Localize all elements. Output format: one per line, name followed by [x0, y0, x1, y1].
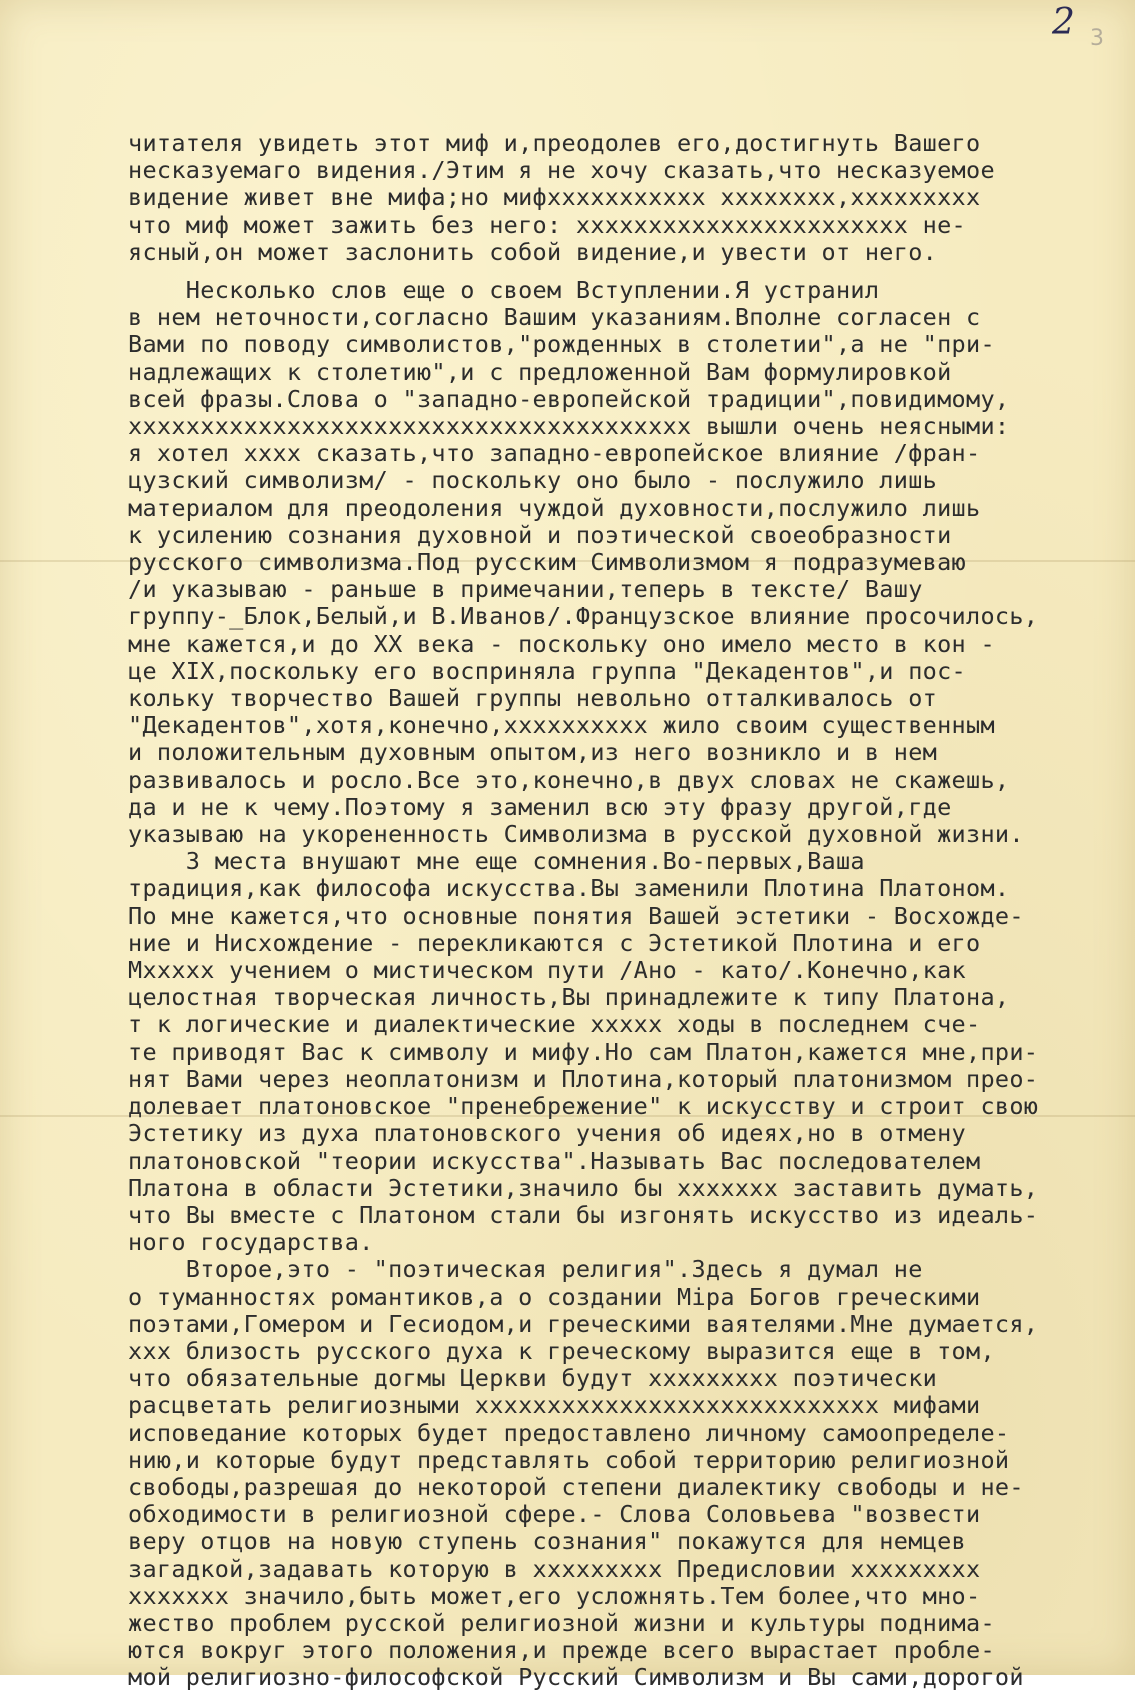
text-line: ясный,он может заслонить собой видение,и увести от него.: [128, 237, 938, 266]
text-line: о туманностях романтиков,а о создании Міра Богов греческими: [128, 1282, 981, 1311]
text-line: что миф может зажить без него: xxxxxxxxxxxxxxxxxxxxxxx не-: [128, 210, 966, 239]
text-line: По мне кажется,что основные понятия Вашей эстетики - Восхожде-: [128, 901, 1024, 930]
text-line: в нем неточности,согласно Вашим указаниям.Вполне согласен с: [128, 303, 981, 332]
text-line: да и не к чему.Поэтому я заменил всю эту фразу другой,где: [128, 792, 952, 821]
text-line: развивалось и росло.Все это,конечно,в двух словах не скажешь,: [128, 765, 1010, 794]
text-line: те приводят Вас к символу и мифу.Но сам Платон,кажется мне,при-: [128, 1037, 1039, 1066]
text-line: долевает платоновское "пренебрежение" к искусству и строит свою: [128, 1092, 1039, 1121]
text-line: материалом для преодоления чуждой духовности,послужило лишь: [128, 493, 981, 522]
text-line: свободы,разрешая до некоторой степени диалектику свободы и не-: [128, 1472, 1024, 1501]
text-line: целостная творческая личность,Вы принадлежите к типу Платона,: [128, 983, 1010, 1012]
opening-paragraph: [128, 130, 1078, 266]
text-line: /и указываю - раньше в примечании,теперь в тексте/ Вашу: [128, 575, 923, 604]
text-line: Вами по поводу символистов,"рожденных в столетии",а не "при-: [128, 330, 995, 359]
text-line: xxxxxxxxxxxxxxxxxxxxxxxxxxxxxxxxxxxxxxx вышли очень неясными:: [128, 412, 1010, 441]
text-line: русского символизма.Под русским Символизмом я подразумеваю: [128, 548, 966, 577]
text-line: обходимости в религиозной сфере.- Слова Соловьева "возвести: [128, 1500, 981, 1529]
text-line: веру отцов на новую ступень сознания" покажутся для немцев: [128, 1527, 966, 1556]
text-line: жество проблем русской религиозной жизни и культуры поднима-: [128, 1608, 995, 1637]
text-line: ются вокруг этого положения,и прежде всего вырастает пробле-: [128, 1636, 995, 1665]
text-line: к усилению сознания духовной и поэтической своеобразности: [128, 520, 952, 549]
text-line: Платона в области Эстетики,значило бы xxxxxxx заставить думать,: [128, 1173, 1039, 1202]
text-line: кольку творчество Вашей группы невольно отталкивалось от: [128, 684, 938, 713]
text-line: читателя увидеть этот миф и,преодолев его,достигнуть Вашего: [128, 129, 981, 157]
text-line: что обязательные догмы Церкви будут xxxxxxxxx поэтически: [128, 1364, 938, 1393]
text-line: поэтами,Гомером и Гесиодом,и греческими ваятелями.Мне думается,: [128, 1309, 1039, 1338]
text-line: нят Вами через неоплатонизм и Плотина,который платонизмом прео-: [128, 1064, 1039, 1093]
text-line: це XIX,поскольку его восприняла группа "Декадентов",и пос-: [128, 656, 966, 685]
text-line: Эстетику из духа платоновского учения об идеях,но в отмену: [128, 1119, 966, 1148]
text-line: Второе,это - "поэтическая религия".Здесь я думал не: [128, 1255, 923, 1284]
text-line: традиция,как философа искусства.Вы заменили Плотина Платоном.: [128, 874, 1010, 903]
text-line: т к логические и диалектические xxxxx ходы в последнем сче-: [128, 1010, 981, 1039]
pencil-page-number: 3: [1090, 26, 1104, 51]
text-line: платоновской "теории искусства".Называть Вас последователем: [128, 1146, 981, 1175]
text-line: что Вы вместе с Платоном стали бы изгонять искусство из идеаль-: [128, 1200, 1039, 1229]
letter-body: [128, 277, 1078, 1692]
text-line: расцветать религиозными xxxxxxxxxxxxxxxxxxxxxxxxxxxx мифами: [128, 1391, 981, 1420]
text-line: мне кажется,и до XX века - поскольку оно имело место в кон -: [128, 629, 995, 658]
text-line: цузский символизм/ - поскольку оно было - послужило лишь: [128, 466, 938, 495]
text-line: указываю на укорененность Символизма в русской духовной жизни.: [128, 820, 1024, 849]
text-line: группу-_Блок,Белый,и В.Иванов/.Французское влияние просочилось,: [128, 602, 1039, 631]
text-line: xxxxxxx значило,быть может,его усложнять.Тем более,что мно-: [128, 1581, 981, 1610]
text-line: Мxxxxx учением о мистическом пути /Ано - като/.Конечно,как: [128, 956, 966, 985]
text-line: исповедание которых будет предоставлено личному самоопределе-: [128, 1418, 1010, 1447]
text-line: "Декадентов",хотя,конечно,xxxxxxxxxx жило своим существенным: [128, 711, 995, 740]
handwritten-page-number: 2: [1052, 2, 1075, 43]
text-line: всей фразы.Слова о "западно-европейской традиции",повидимому,: [128, 384, 1010, 413]
text-line: надлежащих к столетию",и с предложенной Вам формулировкой: [128, 357, 952, 386]
text-line: xxx близость русского духа к греческому выразится еще в том,: [128, 1336, 995, 1365]
text-line: 3 места внушают мне еще сомнения.Во-первых,Ваша: [128, 847, 865, 876]
text-line: ние и Нисхождение - перекликаются с Эстетикой Плотина и его: [128, 928, 981, 957]
text-line: нию,и которые будут представлять собой территорию религиозной: [128, 1445, 1010, 1474]
text-line: я хотел xxxx сказать,что западно-европейское влияние /фран-: [128, 439, 981, 468]
text-line: ного государства.: [128, 1228, 374, 1257]
text-line: загадкой,задавать которую в xxxxxxxxx Предисловии xxxxxxxxx: [128, 1554, 981, 1583]
text-line: мой религиозно-философской Русский Символизм и Вы сами,дорогой: [128, 1663, 1024, 1692]
text-line: видение живет вне мифа;но мифxxxxxxxxxxx xxxxxxxx,xxxxxxxxx: [128, 183, 981, 212]
text-line: несказуемаго видения./Этим я не хочу сказать,что несказуемое: [128, 156, 995, 185]
text-line: Несколько слов еще о своем Вступлении.Я устранил: [128, 276, 880, 304]
text-line: и положительным духовным опытом,из него возникло и в нем: [128, 738, 938, 767]
